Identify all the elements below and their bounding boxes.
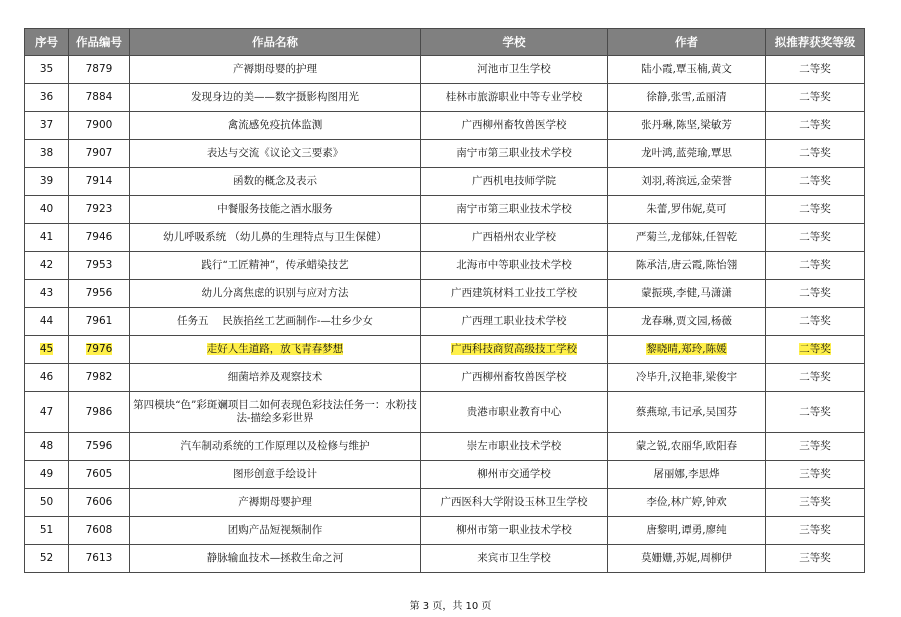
- cell-school: 广西建筑材料工业技工学校: [421, 280, 608, 308]
- cell-code: 7976: [69, 336, 130, 364]
- cell-level: 二等奖: [766, 168, 865, 196]
- cell-school: 广西机电技师学院: [421, 168, 608, 196]
- header-title: 作品名称: [130, 29, 421, 56]
- cell-authors: 蒙之锐,农丽华,欧阳春: [608, 433, 766, 461]
- cell-level: 二等奖: [766, 84, 865, 112]
- cell-level: 三等奖: [766, 517, 865, 545]
- cell-code: 7613: [69, 545, 130, 573]
- cell-title: 走好人生道路，放飞青春梦想: [130, 336, 421, 364]
- cell-code: 7946: [69, 224, 130, 252]
- table-row: [25, 461, 865, 489]
- cell-code: 7914: [69, 168, 130, 196]
- cell-code: 7907: [69, 140, 130, 168]
- cell-title: 中餐服务技能之酒水服务: [130, 196, 421, 224]
- cell-code: 7605: [69, 461, 130, 489]
- cell-title: 发现身边的美——数字摄影构图用光: [130, 84, 421, 112]
- cell-code: 7953: [69, 252, 130, 280]
- cell-title: 幼儿分离焦虑的识别与应对方法: [130, 280, 421, 308]
- table-row: [25, 252, 865, 280]
- cell-no: 38: [25, 140, 69, 168]
- table-row: [25, 336, 865, 364]
- cell-no: 41: [25, 224, 69, 252]
- cell-school: 南宁市第三职业技术学校: [421, 140, 608, 168]
- cell-title: 产褥期母婴护理: [130, 489, 421, 517]
- cell-code: 7956: [69, 280, 130, 308]
- cell-authors: 严菊兰,龙郁妹,任智乾: [608, 224, 766, 252]
- cell-school: 广西理工职业技术学校: [421, 308, 608, 336]
- cell-no: 39: [25, 168, 69, 196]
- cell-title: 践行“工匠精神”，传承蜡染技艺: [130, 252, 421, 280]
- cell-school: 广西梧州农业学校: [421, 224, 608, 252]
- cell-level: 二等奖: [766, 280, 865, 308]
- cell-level: 二等奖: [766, 364, 865, 392]
- cell-authors: 刘羽,蒋滨远,金荣誉: [608, 168, 766, 196]
- cell-level: 二等奖: [766, 140, 865, 168]
- cell-level: 三等奖: [766, 545, 865, 573]
- cell-title: 团购产品短视频制作: [130, 517, 421, 545]
- cell-authors: 蔡燕琼,韦记承,吴国芬: [608, 392, 766, 433]
- table-row: [25, 224, 865, 252]
- cell-authors: 龙春琳,贾文园,杨薇: [608, 308, 766, 336]
- cell-level: 二等奖: [766, 252, 865, 280]
- cell-level: 二等奖: [766, 196, 865, 224]
- table-row: [25, 140, 865, 168]
- cell-authors: 唐黎明,谭勇,廖纯: [608, 517, 766, 545]
- cell-school: 南宁市第三职业技术学校: [421, 196, 608, 224]
- cell-authors: 陈承洁,唐云霞,陈怡翎: [608, 252, 766, 280]
- cell-no: 48: [25, 433, 69, 461]
- cell-no: 51: [25, 517, 69, 545]
- cell-school: 广西科技商贸高级技工学校: [421, 336, 608, 364]
- cell-title: 汽车制动系统的工作原理以及检修与维护: [130, 433, 421, 461]
- cell-title: 产褥期母婴的护理: [130, 56, 421, 84]
- table-row: [25, 489, 865, 517]
- cell-school: 广西柳州畜牧兽医学校: [421, 364, 608, 392]
- cell-code: 7961: [69, 308, 130, 336]
- cell-title: 任务五 民族掐丝工艺画制作-—壮乡少女: [130, 308, 421, 336]
- cell-no: 52: [25, 545, 69, 573]
- header-code: 作品编号: [69, 29, 130, 56]
- cell-authors: 张丹琳,陈坚,梁敏芳: [608, 112, 766, 140]
- cell-school: 广西柳州畜牧兽医学校: [421, 112, 608, 140]
- cell-school: 桂林市旅游职业中等专业学校: [421, 84, 608, 112]
- table-row: [25, 433, 865, 461]
- cell-no: 37: [25, 112, 69, 140]
- table-row: [25, 545, 865, 573]
- table-row: [25, 517, 865, 545]
- cell-level: 二等奖: [766, 224, 865, 252]
- header-row: [25, 29, 865, 56]
- cell-title: 第四模块“色”彩斑斓项目二如何表现色彩技法任务一：水粉技法-描绘多彩世界: [130, 392, 421, 433]
- cell-level: 二等奖: [766, 392, 865, 433]
- cell-authors: 李俭,林广婷,钟欢: [608, 489, 766, 517]
- cell-no: 47: [25, 392, 69, 433]
- cell-authors: 陆小霞,覃玉楠,黄文: [608, 56, 766, 84]
- cell-school: 柳州市交通学校: [421, 461, 608, 489]
- cell-level: 三等奖: [766, 489, 865, 517]
- cell-code: 7986: [69, 392, 130, 433]
- table-row: [25, 364, 865, 392]
- cell-authors: 冷毕升,汉艳菲,梁俊宇: [608, 364, 766, 392]
- cell-title: 图形创意手绘设计: [130, 461, 421, 489]
- cell-title: 函数的概念及表示: [130, 168, 421, 196]
- cell-school: 河池市卫生学校: [421, 56, 608, 84]
- cell-code: 7606: [69, 489, 130, 517]
- cell-school: 贵港市职业教育中心: [421, 392, 608, 433]
- cell-level: 二等奖: [766, 308, 865, 336]
- cell-title: 表达与交流《议论文三要素》: [130, 140, 421, 168]
- cell-authors: 徐静,张雪,孟丽清: [608, 84, 766, 112]
- cell-school: 北海市中等职业技术学校: [421, 252, 608, 280]
- cell-code: 7900: [69, 112, 130, 140]
- header-school: 学校: [421, 29, 608, 56]
- table-row: [25, 56, 865, 84]
- cell-code: 7879: [69, 56, 130, 84]
- awards-table: [24, 28, 865, 573]
- cell-authors: 黎晓晴,郑玲,陈媛: [608, 336, 766, 364]
- table-row: [25, 84, 865, 112]
- cell-school: 崇左市职业技术学校: [421, 433, 608, 461]
- cell-no: 46: [25, 364, 69, 392]
- cell-level: 三等奖: [766, 461, 865, 489]
- cell-authors: 龙叶鸿,蓝莞瑜,覃思: [608, 140, 766, 168]
- cell-no: 45: [25, 336, 69, 364]
- cell-title: 细菌培养及观察技术: [130, 364, 421, 392]
- cell-code: 7596: [69, 433, 130, 461]
- cell-level: 二等奖: [766, 56, 865, 84]
- cell-school: 柳州市第一职业技术学校: [421, 517, 608, 545]
- cell-code: 7608: [69, 517, 130, 545]
- cell-authors: 屠丽娜,李思烨: [608, 461, 766, 489]
- cell-authors: 蒙振瑛,李健,马潇潇: [608, 280, 766, 308]
- cell-no: 35: [25, 56, 69, 84]
- header-authors: 作者: [608, 29, 766, 56]
- cell-authors: 莫姗姗,苏妮,周柳伊: [608, 545, 766, 573]
- cell-no: 40: [25, 196, 69, 224]
- cell-code: 7923: [69, 196, 130, 224]
- cell-level: 二等奖: [766, 112, 865, 140]
- cell-no: 36: [25, 84, 69, 112]
- cell-title: 静脉输血技术—拯救生命之河: [130, 545, 421, 573]
- cell-no: 49: [25, 461, 69, 489]
- cell-authors: 朱蕾,罗伟妮,莫可: [608, 196, 766, 224]
- cell-code: 7982: [69, 364, 130, 392]
- table-row: [25, 308, 865, 336]
- cell-school: 广西医科大学附设玉林卫生学校: [421, 489, 608, 517]
- table-row: [25, 168, 865, 196]
- page-footer: 第 3 页，共 10 页: [409, 601, 492, 612]
- cell-title: 禽流感免疫抗体监测: [130, 112, 421, 140]
- cell-no: 44: [25, 308, 69, 336]
- cell-code: 7884: [69, 84, 130, 112]
- table-row: [25, 392, 865, 433]
- cell-school: 来宾市卫生学校: [421, 545, 608, 573]
- cell-title: 幼儿呼吸系统 （幼儿鼻的生理特点与卫生保健）: [130, 224, 421, 252]
- cell-level: 三等奖: [766, 433, 865, 461]
- cell-no: 42: [25, 252, 69, 280]
- table-row: [25, 112, 865, 140]
- cell-level: 二等奖: [766, 336, 865, 364]
- table-row: [25, 196, 865, 224]
- header-level: 拟推荐获奖等级: [766, 29, 865, 56]
- header-no: 序号: [25, 29, 69, 56]
- cell-no: 50: [25, 489, 69, 517]
- cell-no: 43: [25, 280, 69, 308]
- table-row: [25, 280, 865, 308]
